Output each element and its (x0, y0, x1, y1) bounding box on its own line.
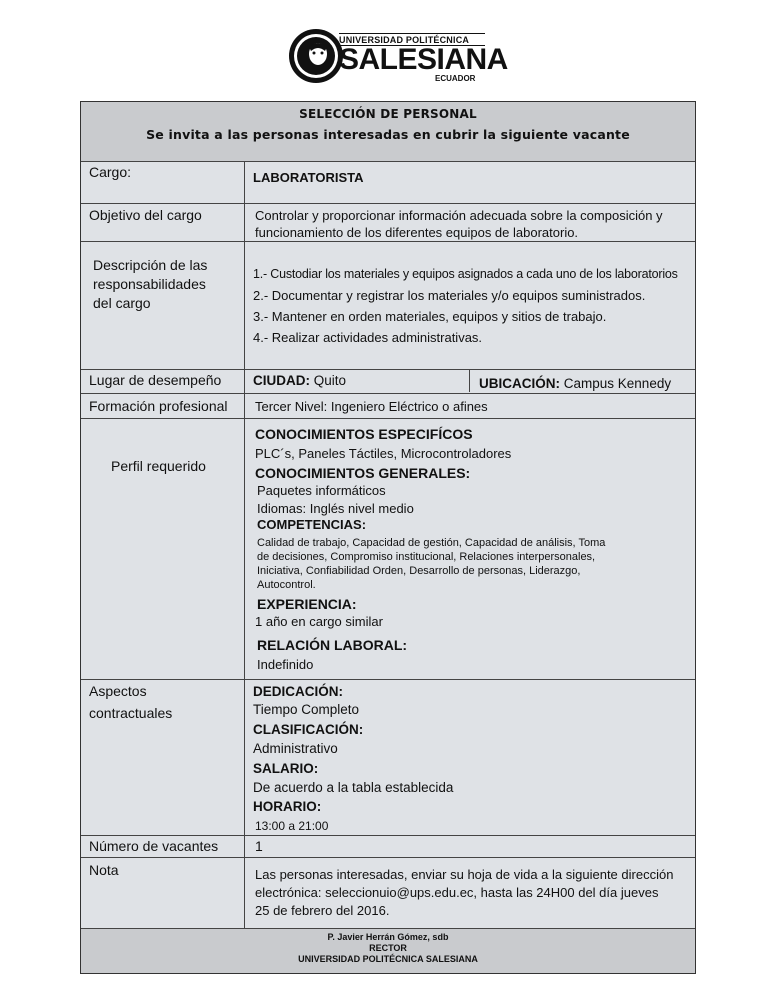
dedicacion-value: Tiempo Completo (253, 702, 360, 717)
cargo-label: Cargo: (89, 164, 132, 180)
aspectos-label-1: Aspectos (89, 683, 147, 699)
aspectos-label-2: contractuales (89, 705, 173, 721)
clasificacion-value: Administrativo (253, 741, 338, 756)
row-firma (81, 929, 695, 973)
ciudad-field (253, 372, 346, 389)
firma-name: P. Javier Herrán Gómez, sdb (327, 932, 449, 942)
objetivo-line-1: Controlar y proporcionar información adecuada sobre la composición y (255, 208, 663, 223)
relacion-title: RELACIÓN LABORAL: (257, 637, 408, 653)
university-logo (287, 27, 508, 85)
ubicacion-field (479, 375, 671, 392)
nota-line-2: electrónica: seleccionuio@ups.edu.ec, hasta las 24H00 del día jueves (255, 885, 659, 900)
responsabilidad-item-2: 2.- Documentar y registrar los materiales y/o equipos suministrados. (253, 288, 646, 303)
competencias-line-3: Iniciativa, Confiabilidad Orden, Desarrollo de personas, Liderazgo, (257, 565, 581, 577)
document-subtitle: Se invita a las personas interesadas en cubrir la siguiente vacante (146, 127, 630, 142)
experiencia-title: EXPERIENCIA: (257, 596, 357, 612)
row-formacion (81, 394, 695, 419)
vacantes-label: Número de vacantes (89, 838, 219, 854)
objetivo-line-2: funcionamiento de los diferentes equipos de laboratorio. (255, 225, 579, 240)
table-header (81, 102, 695, 162)
objetivo-label: Objetivo del cargo (89, 207, 202, 223)
lugar-label: Lugar de desempeño (89, 372, 222, 388)
nota-label: Nota (89, 862, 119, 878)
competencias-line-2: de decisiones, Compromiso institucional, Relaciones interpersonales, (257, 551, 596, 563)
document-title: SELECCIÓN DE PERSONAL (299, 107, 477, 121)
formacion-value: Tercer Nivel: Ingeniero Eléctrico o afines (255, 399, 488, 414)
row-descripcion (81, 242, 695, 370)
logo-name-text: SALESIANA (339, 43, 508, 76)
dedicacion-title: DEDICACIÓN: (253, 684, 343, 699)
ciudad-label: CIUDAD: (253, 373, 310, 388)
salesian-emblem-icon (287, 27, 345, 85)
vacantes-value: 1 (255, 838, 263, 854)
generales-value-2: Idiomas: Inglés nivel medio (257, 501, 414, 516)
responsabilidad-item-3: 3.- Mantener en orden materiales, equipos y sitios de trabajo. (253, 309, 607, 324)
logo-university-text: UNIVERSIDAD POLITÉCNICA (339, 35, 470, 45)
row-lugar (81, 370, 695, 394)
clasificacion-title: CLASIFICACIÓN: (253, 722, 364, 737)
horario-value: 13:00 a 21:00 (255, 819, 329, 833)
row-vacantes (81, 836, 695, 858)
row-perfil (81, 419, 695, 680)
perfil-label: Perfil requerido (111, 458, 206, 474)
relacion-value: Indefinido (257, 657, 314, 672)
horario-title: HORARIO: (253, 799, 322, 814)
competencias-line-4: Autocontrol. (257, 579, 316, 591)
firma-role: RECTOR (369, 943, 407, 953)
firma-institution: UNIVERSIDAD POLITÉCNICA SALESIANA (298, 954, 478, 964)
responsabilidad-item-1: 1.- Custodiar los materiales y equipos asignados a cada uno de los laboratorios (253, 267, 678, 281)
row-nota (81, 858, 695, 929)
logo-country-text: ECUADOR (435, 74, 476, 83)
competencias-title: COMPETENCIAS: (257, 517, 367, 532)
vacancy-table (80, 101, 696, 974)
competencias-line-1: Calidad de trabajo, Capacidad de gestión, Capacidad de análisis, Toma (257, 537, 606, 549)
especificos-title: CONOCIMIENTOS ESPECIFÍCOS (255, 426, 473, 442)
especificos-value: PLC´s, Paneles Táctiles, Microcontroladores (255, 446, 512, 461)
ciudad-value: Quito (313, 373, 347, 388)
nota-line-3: 25 de febrero del 2016. (255, 903, 390, 918)
row-objetivo (81, 204, 695, 242)
generales-value-1: Paquetes informáticos (257, 483, 386, 498)
formacion-label: Formación profesional (89, 398, 228, 414)
row-cargo (81, 162, 695, 204)
descripcion-label-2: responsabilidades (93, 276, 206, 292)
responsabilidad-item-4: 4.- Realizar actividades administrativas. (253, 330, 483, 345)
descripcion-label-3: del cargo (93, 295, 151, 311)
nota-line-1: Las personas interesadas, enviar su hoja de vida a la siguiente dirección (255, 867, 674, 882)
descripcion-label-1: Descripción de las (93, 257, 208, 273)
cargo-value: LABORATORISTA (253, 170, 364, 185)
ubicacion-label: UBICACIÓN: (479, 376, 560, 391)
generales-title: CONOCIMIENTOS GENERALES: (255, 465, 471, 481)
ubicacion-value: Campus Kennedy (563, 376, 672, 391)
row-aspectos (81, 680, 695, 836)
salario-value: De acuerdo a la tabla establecida (253, 780, 454, 795)
salario-title: SALARIO: (253, 761, 319, 776)
experiencia-value: 1 año en cargo similar (255, 614, 383, 629)
